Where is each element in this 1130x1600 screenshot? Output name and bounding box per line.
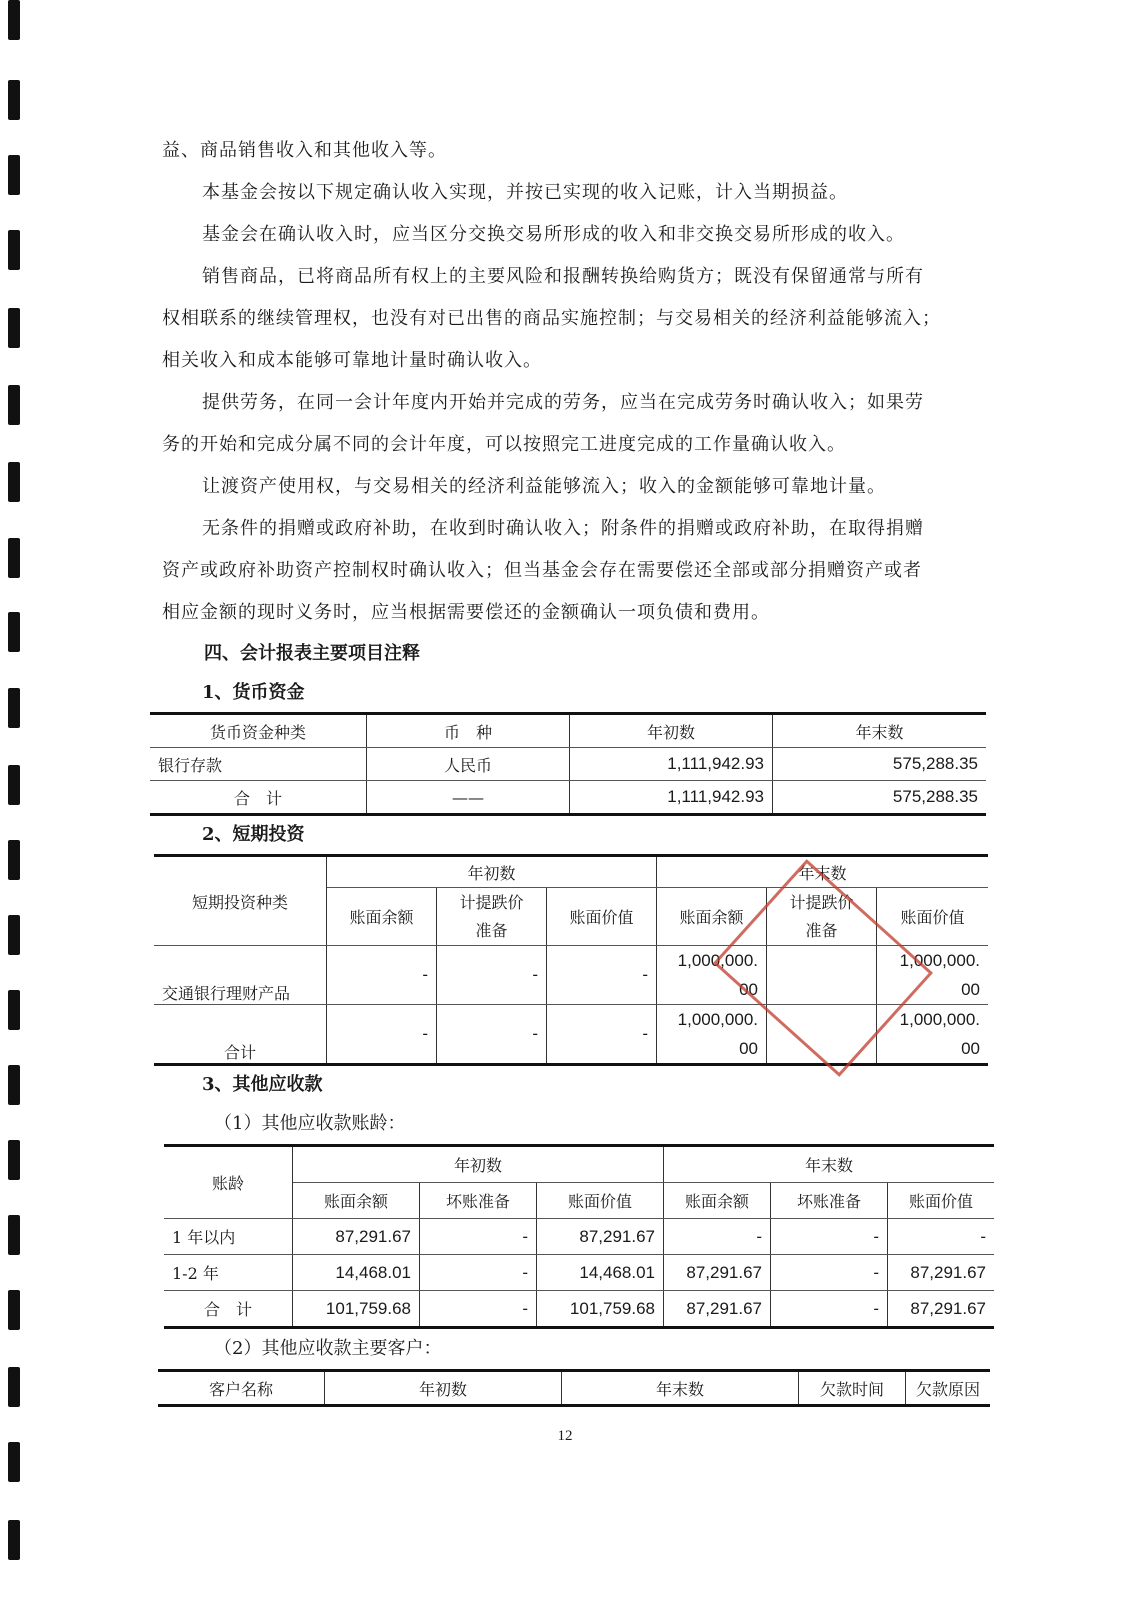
table-cell: - (664, 1219, 771, 1255)
binding-hole (8, 80, 20, 120)
table-cell: 575,288.35 (773, 748, 987, 781)
table-cell: 合 计 (150, 781, 367, 815)
column-header: 欠款原因 (906, 1371, 991, 1406)
table-cell: - (437, 946, 547, 1005)
column-header: 年初数 (293, 1146, 664, 1183)
column-header: 账面价值 (888, 1183, 995, 1219)
column-header: 年初数 (325, 1371, 562, 1406)
column-header: 账面余额 (657, 888, 767, 946)
customers-table (158, 1369, 990, 1407)
table-cell: - (437, 1005, 547, 1065)
column-header: 坏账准备 (420, 1183, 537, 1219)
paragraph: 资产或政府补助资产控制权时确认收入；但当基金会存在需要偿还全部或部分捐赠资产或者 (162, 560, 922, 581)
column-header: 账龄 (164, 1146, 293, 1219)
table-cell: 1-2 年 (164, 1255, 293, 1291)
table-cell: - (327, 946, 437, 1005)
column-header: 年末数 (664, 1146, 995, 1183)
paragraph: 让渡资产使用权，与交易相关的经济利益能够流入；收入的金额能够可靠地计量。 (202, 476, 886, 497)
table-cell: - (547, 946, 657, 1005)
table-cell: 交通银行理财产品 (154, 946, 327, 1005)
binding-hole (8, 1065, 20, 1105)
table-cell: - (420, 1255, 537, 1291)
paragraph: 提供劳务，在同一会计年度内开始并完成的劳务，应当在完成劳务时确认收入；如果劳 (202, 392, 924, 413)
column-header: 欠款时间 (799, 1371, 906, 1406)
table-cell: 银行存款 (150, 748, 367, 781)
paragraph: 基金会在确认收入时，应当区分交换交易所形成的收入和非交换交易所形成的收入。 (202, 224, 905, 245)
table-row (150, 748, 986, 781)
binding-hole (8, 155, 20, 195)
column-header: 账面余额 (327, 888, 437, 946)
page-content (158, 130, 1002, 1407)
subsection-title: （2）其他应收款主要客户： (214, 1338, 442, 1359)
column-header: 年末数 (562, 1371, 799, 1406)
value-line: 00 (961, 1039, 980, 1058)
value-line: 1,000,000. (677, 1010, 758, 1029)
table-row (164, 1291, 994, 1328)
binding-hole (8, 915, 20, 955)
column-header: 账面价值 (547, 888, 657, 946)
binding-strip (6, 0, 26, 1600)
column-header: 货币资金种类 (150, 714, 367, 748)
section-heading: 四、会计报表主要项目注释 (204, 643, 420, 664)
table-cell: - (420, 1219, 537, 1255)
column-header: 账面余额 (664, 1183, 771, 1219)
binding-hole (8, 1290, 20, 1330)
table-header-row (158, 1371, 990, 1406)
paragraph: 务的开始和完成分属不同的会计年度，可以按照完工进度完成的工作量确认收入。 (162, 434, 846, 455)
column-header (437, 888, 547, 946)
binding-hole (8, 1520, 20, 1560)
paragraph: 销售商品，已将商品所有权上的主要风险和报酬转换给购货方；既没有保留通常与所有 (202, 266, 924, 287)
table-cell: 87,291.67 (537, 1219, 664, 1255)
binding-hole (8, 230, 20, 270)
table-cell: - (420, 1291, 537, 1328)
column-header: 账面余额 (293, 1183, 420, 1219)
binding-hole (8, 1442, 20, 1482)
subsection-title: （1）其他应收款账龄： (214, 1113, 406, 1134)
table-header-row (150, 714, 986, 748)
paragraph: 相关收入和成本能够可靠地计量时确认收入。 (162, 350, 542, 371)
subsection-heading: 3、其他应收款 (202, 1074, 323, 1095)
aging-table (164, 1144, 994, 1329)
header-line: 计提跌价 (459, 892, 524, 912)
page-number: 12 (557, 1428, 573, 1444)
table-cell: - (771, 1219, 888, 1255)
table-row (164, 1219, 994, 1255)
column-header: 年初数 (327, 856, 657, 888)
header-line: 准备 (475, 920, 508, 940)
table-cell: 87,291.67 (888, 1255, 995, 1291)
table-cell: 1 年以内 (164, 1219, 293, 1255)
subsection-heading: 1、货币资金 (202, 682, 305, 703)
binding-hole (8, 765, 20, 805)
table-cell: 人民币 (367, 748, 570, 781)
table-header-row (154, 856, 988, 888)
table-row (150, 781, 986, 815)
table-cell: 14,468.01 (293, 1255, 420, 1291)
table-cell (657, 1005, 767, 1065)
table-cell: 1,111,942.93 (570, 781, 773, 815)
subsection-heading: 2、短期投资 (202, 824, 305, 845)
value-line: 00 (739, 1039, 758, 1058)
paragraph: 相应金额的现时义务时，应当根据需要偿还的金额确认一项负债和费用。 (162, 602, 770, 623)
paragraph: 无条件的捐赠或政府补助，在收到时确认收入；附条件的捐赠或政府补助，在取得捐赠 (202, 518, 924, 539)
table-cell: 575,288.35 (773, 781, 987, 815)
table-cell: - (547, 1005, 657, 1065)
cash-table (150, 712, 986, 816)
binding-hole (8, 688, 20, 728)
table-cell: 1,111,942.93 (570, 748, 773, 781)
table-cell: 101,759.68 (293, 1291, 420, 1328)
table-cell: - (888, 1219, 995, 1255)
binding-hole (8, 0, 20, 40)
binding-hole (8, 612, 20, 652)
column-header: 年初数 (570, 714, 773, 748)
column-header: 客户名称 (158, 1371, 325, 1406)
binding-hole (8, 840, 20, 880)
table-cell: 合 计 (164, 1291, 293, 1328)
binding-hole (8, 308, 20, 348)
column-header: 年末数 (773, 714, 987, 748)
header-line: 准备 (805, 920, 838, 940)
table-cell: 101,759.68 (537, 1291, 664, 1328)
paragraph: 权相联系的继续管理权，也没有对已出售的商品实施控制；与交易相关的经济利益能够流入； (162, 308, 941, 329)
value-line: 00 (961, 980, 980, 999)
table-cell: 87,291.67 (664, 1255, 771, 1291)
value-line: 00 (739, 980, 758, 999)
table-cell: 14,468.01 (537, 1255, 664, 1291)
table-cell: —— (367, 781, 570, 815)
binding-hole (8, 462, 20, 502)
column-header: 短期投资种类 (154, 856, 327, 946)
binding-hole (8, 538, 20, 578)
table-cell: 合计 (154, 1005, 327, 1065)
value-line: 1,000,000. (677, 951, 758, 970)
paragraph: 本基金会按以下规定确认收入实现，并按已实现的收入记账，计入当期损益。 (202, 182, 848, 203)
table-cell: - (771, 1291, 888, 1328)
column-header: 年末数 (657, 856, 989, 888)
binding-hole (8, 990, 20, 1030)
value-line: 1,000,000. (899, 1010, 980, 1029)
table-cell: 87,291.67 (293, 1219, 420, 1255)
table-row (164, 1255, 994, 1291)
table-cell: 87,291.67 (888, 1291, 995, 1328)
value-line: 1,000,000. (899, 951, 980, 970)
column-header: 账面价值 (877, 888, 989, 946)
binding-hole (8, 385, 20, 425)
column-header: 坏账准备 (771, 1183, 888, 1219)
table-header-row (164, 1146, 994, 1183)
binding-hole (8, 1367, 20, 1407)
table-cell: - (327, 1005, 437, 1065)
binding-hole (8, 1215, 20, 1255)
column-header: 币 种 (367, 714, 570, 748)
table-cell: - (771, 1255, 888, 1291)
binding-hole (8, 1140, 20, 1180)
column-header: 账面价值 (537, 1183, 664, 1219)
paragraph: 益、商品销售收入和其他收入等。 (162, 140, 447, 161)
table-cell: 87,291.67 (664, 1291, 771, 1328)
header-line: 计提跌价 (789, 892, 854, 912)
